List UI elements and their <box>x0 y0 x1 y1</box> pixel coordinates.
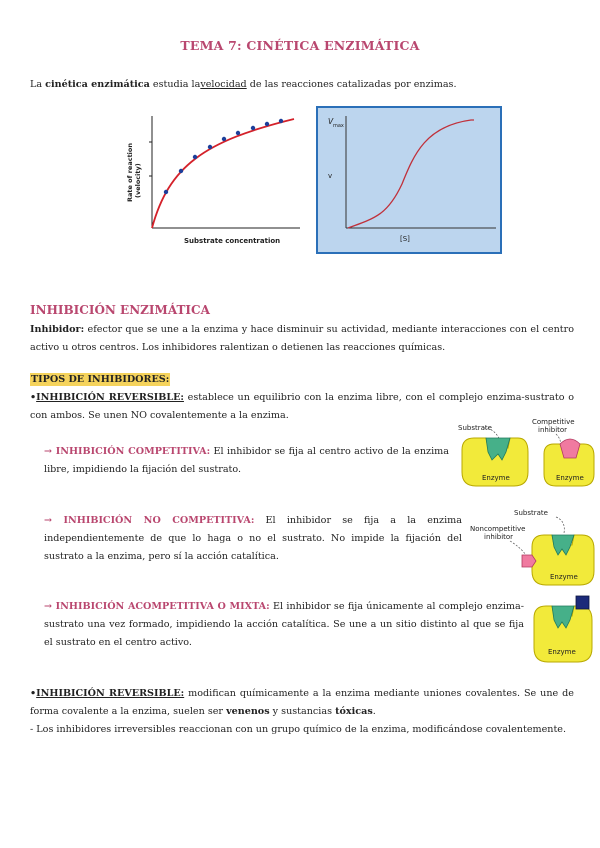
fig1-point-5 <box>222 137 226 141</box>
irreversible-bullet: • <box>30 688 37 699</box>
comp-inhibitor-label-1: Competitive <box>532 418 575 426</box>
no-competitiva-paragraph <box>44 512 462 566</box>
acompetitiva-text: El inhibidor se fija únicamente al complejo enzima-sustrato una vez formado, impidiendo la acción catalítica. Se une a un sitio distinto al que se fija el sustrato en el centro activo. <box>44 601 524 648</box>
intro-prefix: La <box>30 79 46 90</box>
competitiva-paragraph <box>44 443 449 479</box>
comp-enzyme-label-2: Enzyme <box>556 474 584 482</box>
uncompetitive-inhibition-diagram <box>530 594 596 664</box>
irreversible-text-3: . <box>372 706 376 717</box>
fig1-xlabel: Substrate concentration <box>184 237 281 245</box>
tipos-heading <box>30 374 170 385</box>
irreversible-bold-2: tóxicas <box>335 706 373 717</box>
intro-underlined: velocidad <box>200 79 247 90</box>
page-title: TEMA 7: CINÉTICA ENZIMÁTICA <box>180 38 420 53</box>
acompetitiva-paragraph <box>44 598 524 652</box>
noncomp-inhibitor-label-2: inhibitor <box>484 533 514 541</box>
comp-inhibitor-label-2: inhibitor <box>538 426 568 434</box>
inhibidor-term: Inhibidor: <box>30 324 85 335</box>
intro-term: cinética enzimática <box>45 79 150 90</box>
sigmoidal-figure <box>316 106 502 254</box>
inhibidor-paragraph <box>30 321 574 357</box>
intro-mid: estudia la <box>149 79 201 90</box>
fig1-point-2 <box>179 169 183 173</box>
fig1-point-6 <box>236 131 240 135</box>
competitiva-arrow: → <box>44 446 56 457</box>
michaelis-menten-figure <box>114 106 304 251</box>
noncomp-enzyme-label: Enzyme <box>550 573 578 581</box>
tipos-label: TIPOS DE INHIBIDORES: <box>31 374 170 385</box>
fig2-background <box>317 107 501 253</box>
irreversible-paragraph <box>30 685 574 721</box>
uncomp-enzyme-label: Enzyme <box>548 648 576 656</box>
irreversible-line-2: - Los inhibidores irreversibles reaccionan con un grupo químico de la enzima, modificándose covalentemente. <box>30 724 567 735</box>
irreversible-term: INHIBICIÓN REVERSIBLE: <box>36 688 185 699</box>
fig1-point-9 <box>279 119 283 123</box>
reversible-bullet: • <box>30 392 37 403</box>
inhibidor-text: efector que se une a la enzima y hace disminuir su actividad, mediante interacciones con el centro activo u otros centros. Los inhibidores ralentizan o detienen las reacciones químicas. <box>30 324 574 353</box>
noncompetitive-inhibition-diagram <box>470 505 596 587</box>
fig1-point-4 <box>208 145 212 149</box>
no-competitiva-arrow: → <box>44 515 64 526</box>
competitiva-term: INHIBICIÓN COMPETITIVA: <box>55 446 211 457</box>
acompetitiva-term: INHIBICIÓN ACOMPETITIVA O MIXTA: <box>55 601 270 612</box>
acompetitiva-arrow: → <box>44 601 56 612</box>
fig2-s-label: [S] <box>400 235 410 243</box>
fig2-v-label: v <box>328 172 333 180</box>
fig1-point-7 <box>251 126 255 130</box>
reversible-term: INHIBICIÓN REVERSIBLE: <box>36 392 184 403</box>
fig1-point-8 <box>265 122 269 126</box>
intro-paragraph <box>30 76 457 94</box>
intro-suffix: de las reacciones catalizadas por enzimas. <box>246 79 457 90</box>
irreversible-text-2: y sustancias <box>269 706 336 717</box>
comp-substrate-label: Substrate <box>458 424 492 432</box>
fig1-ylabel-1: Rate of reaction <box>126 142 134 202</box>
no-competitiva-term: INHIBICIÓN NO COMPETITIVA: <box>63 515 255 526</box>
irreversible-text-1: modifican químicamente a la enzima mediante uniones covalentes. Se une de forma covalente a la enzima, suelen ser <box>30 688 574 717</box>
noncomp-inhibitor-label-1: Noncompetitive <box>470 525 526 533</box>
section-heading: INHIBICIÓN ENZIMÁTICA <box>30 303 210 317</box>
comp-enzyme-label-1: Enzyme <box>482 474 510 482</box>
fig2-vmax-label: V <box>328 117 334 126</box>
irreversible-bold-1: venenos <box>226 706 270 717</box>
fig2-vmax-sub: max <box>333 123 344 129</box>
competitive-inhibition-diagram <box>456 414 596 492</box>
fig1-ylabel-2: (velocity) <box>134 163 142 198</box>
uncomp-inhibitor-shape <box>576 596 589 609</box>
comp-inhibitor-shape <box>560 439 580 458</box>
noncomp-substrate-label: Substrate <box>514 509 548 517</box>
fig1-point-3 <box>193 155 197 159</box>
no-competitiva-text: El inhibidor se fija a la enzima independientemente de que lo haga o no el sustrato. No impide la fijación del sustrato a la enzima, pero sí la acción catalítica. <box>44 515 462 562</box>
reversible-text: establece un equilibrio con la enzima libre, con el complejo enzima-sustrato o con ambos. Se unen NO covalentemente a la enzima. <box>30 392 574 421</box>
competitiva-text: El inhibidor se fija al centro activo de la enzima libre, impidiendo la fijación del sustrato. <box>44 446 449 475</box>
fig1-point-1 <box>164 190 168 194</box>
